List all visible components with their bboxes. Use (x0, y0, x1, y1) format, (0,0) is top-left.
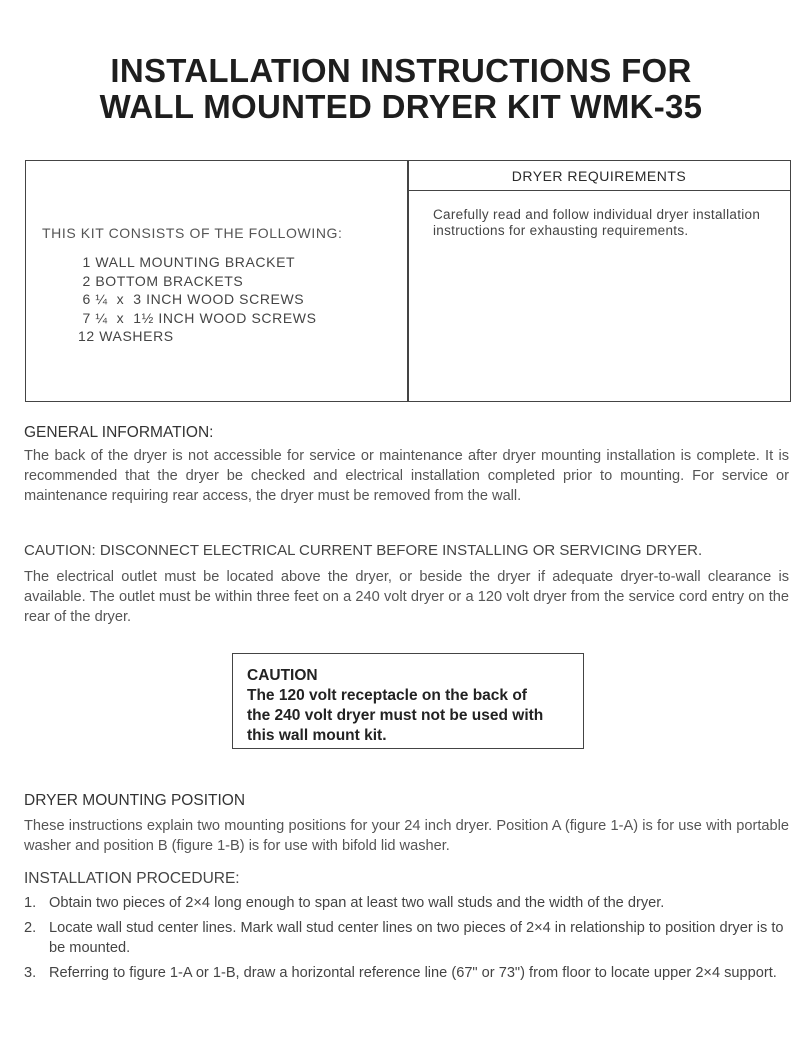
kit-heading: THIS KIT CONSISTS OF THE FOLLOWING: (42, 225, 343, 241)
general-heading: GENERAL INFORMATION: (24, 424, 214, 441)
box-divider (407, 161, 409, 401)
mounting-heading: DRYER MOUNTING POSITION (24, 792, 246, 809)
caution-title: CAUTION (247, 667, 318, 684)
caution-line-1: The 120 volt receptacle on the back of (247, 687, 527, 704)
procedure-step: 1. Obtain two pieces of 2×4 long enough to span at least two wall studs and the width of the dryer. (24, 895, 665, 911)
requirements-heading: DRYER REQUIREMENTS (408, 161, 790, 191)
caution-box (232, 653, 584, 749)
kit-item: 1 WALL MOUNTING BRACKET (78, 254, 296, 270)
caution-line: CAUTION: DISCONNECT ELECTRICAL CURRENT BEFORE INSTALLING OR SERVICING DRYER. (24, 542, 703, 559)
title-line-2: WALL MOUNTED DRYER KIT WMK-35 (99, 88, 703, 125)
mounting-text: These instructions explain two mounting positions for your 24 inch dryer. Position A (figure 1-A) is for use with portable washer and position B (figure 1-B) is for use with bifold lid washer. (24, 818, 789, 854)
procedure-step: 3. Referring to figure 1-A or 1-B, draw a horizontal reference line (67" or 73") from floor to locate upper 2×4 support. (24, 965, 777, 981)
general-text: The back of the dryer is not accessible for service or maintenance after dryer mounting installation is complete. It is recommended that the dryer be checked and electrical installation completed prior to mounting. For service or maintenance requiring rear access, the dryer must be removed from the wall. (24, 448, 789, 504)
procedure-step: 2. Locate wall stud center lines. Mark wall stud center lines on two pieces of 2×4 in relationship to position dryer is to be mounted. (24, 920, 784, 956)
kit-info-box (25, 160, 791, 402)
caution-line-3: this wall mount kit. (247, 727, 387, 744)
kit-list (78, 253, 317, 346)
kit-item: 2 BOTTOM BRACKETS (78, 272, 244, 289)
caution-line-2: the 240 volt dryer must not be used with (247, 707, 544, 724)
kit-item: 7 ¼ x 1½ INCH WOOD SCREWS (78, 309, 317, 326)
kit-item: 6 ¼ x 3 INCH WOOD SCREWS (78, 291, 305, 307)
requirements-text: Carefully read and follow individual dryer installation instructions for exhausting requirements. (433, 207, 761, 238)
kit-item: 12 WASHERS (78, 328, 174, 344)
procedure-steps (24, 893, 790, 988)
procedure-heading: INSTALLATION PROCEDURE: (24, 870, 240, 887)
outlet-text: The electrical outlet must be located above the dryer, or beside the dryer if adequate dryer-to-wall clearance is available. The outlet must be within three feet on a 240 volt dryer or a 120 volt dryer from the service cord entry on the rear of the dryer. (24, 569, 789, 625)
title-line-1: INSTALLATION INSTRUCTIONS FOR (110, 52, 692, 89)
